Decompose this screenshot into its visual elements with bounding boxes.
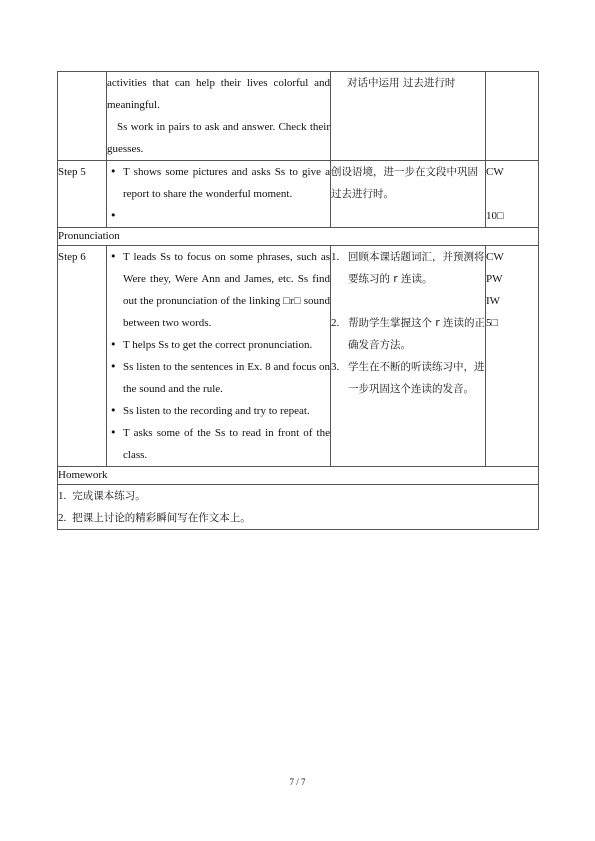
purpose-text: 回顾本课话题词汇，并预测将要练习的 r 连读。 <box>348 251 485 285</box>
homework-text: 完成课本练习。 <box>72 490 146 502</box>
activity-text: Ss work in pairs to ask and answer. Check their guesses. <box>107 121 330 155</box>
activity-cell <box>107 246 331 467</box>
homework-number: 2. <box>58 512 67 524</box>
purpose-number: 3. <box>331 361 340 373</box>
table-row-section <box>58 467 539 485</box>
purpose-item <box>331 246 485 290</box>
activity-item <box>107 246 330 334</box>
homework-text: 把课上讨论的精彩瞬间写在作文本上。 <box>72 512 251 524</box>
activity-cell <box>107 161 331 228</box>
table-row-homework <box>58 485 539 530</box>
purpose-cell <box>331 161 486 228</box>
bullet-icon: • <box>110 250 117 263</box>
homework-number: 1. <box>58 490 67 502</box>
org-mode: CW <box>486 166 504 178</box>
table-row-continued <box>58 72 539 161</box>
purpose-text: 对话中运用 过去进行时 <box>347 77 456 89</box>
purpose-number: 1. <box>331 251 340 263</box>
homework-cell <box>58 485 539 530</box>
table-row-step6 <box>58 246 539 467</box>
step-label: Step 6 <box>58 246 107 467</box>
bullet-icon: • <box>110 360 117 373</box>
activity-text: T shows some pictures and asks Ss to give a report to share the wonderful moment. <box>123 166 330 200</box>
activity-item <box>107 356 330 400</box>
purpose-number: 2. <box>331 317 340 329</box>
org-mode: IW <box>486 295 501 307</box>
step-cell-empty <box>58 72 107 161</box>
purpose-item <box>331 356 485 400</box>
page-number: 7 / 7 <box>289 777 306 787</box>
table-row-section <box>58 228 539 246</box>
org-time: 10□ <box>486 210 504 222</box>
activity-text: activities that can help their lives colorful and meaningful. <box>107 77 330 111</box>
purpose-text: 学生在不断的听读练习中，进一步巩固这个连读的发音。 <box>348 361 485 395</box>
org-cell <box>486 246 539 467</box>
bullet-icon: • <box>110 338 117 351</box>
org-mode: CW <box>486 251 504 263</box>
activity-text: T leads Ss to focus on some phrases, such as Were they, Were Ann and James, etc. Ss find out the pronunciation of the linking □r□ sound between two words. <box>123 251 330 329</box>
bullet-icon: • <box>110 426 117 439</box>
bullet-icon: • <box>110 165 117 178</box>
homework-item <box>58 485 538 507</box>
org-cell-empty <box>486 72 539 161</box>
org-time: 5□ <box>486 317 499 329</box>
activity-text: Ss listen to the sentences in Ex. 8 and focus on the sound and the rule. <box>123 361 330 395</box>
bullet-icon: • <box>110 209 117 222</box>
activity-text: Ss listen to the recording and try to repeat. <box>123 405 310 417</box>
org-mode: PW <box>486 273 503 285</box>
activity-item <box>107 334 330 356</box>
purpose-item <box>331 312 485 356</box>
purpose-text: 创设语境，进一步在文段中巩固过去进行时。 <box>331 166 478 200</box>
activity-item <box>107 161 330 205</box>
table-row-step5 <box>58 161 539 228</box>
purpose-cell <box>331 246 486 467</box>
org-cell <box>486 161 539 228</box>
purpose-cell <box>331 72 486 161</box>
homework-item <box>58 507 538 529</box>
step-label: Step 5 <box>58 161 107 228</box>
activity-item <box>107 422 330 466</box>
activity-item <box>107 400 330 422</box>
purpose-text: 帮助学生掌握这个 r 连读的正确发音方法。 <box>348 317 485 351</box>
activity-text: T asks some of the Ss to read in front of the class. <box>123 427 330 461</box>
activity-cell <box>107 72 331 161</box>
bullet-icon: • <box>110 404 117 417</box>
section-heading: Pronunciation <box>58 228 539 246</box>
lesson-plan-table <box>57 71 539 530</box>
activity-text: T helps Ss to get the correct pronunciation. <box>123 339 313 351</box>
section-heading: Homework <box>58 467 539 485</box>
